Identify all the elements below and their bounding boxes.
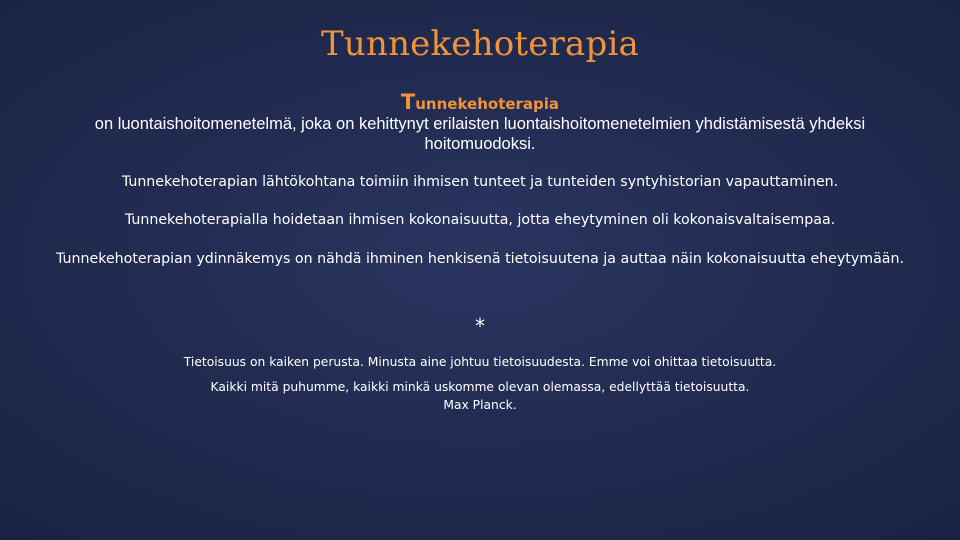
- quote-line-1: Tietoisuus on kaiken perusta. Minusta aine johtuu tietoisuudesta. Emme voi ohittaa tietoisuutta.: [183, 355, 777, 369]
- section-heading: [0, 90, 960, 114]
- heading-first-letter: T: [400, 90, 416, 114]
- slide-title: Tunnekehoterapia: [321, 24, 639, 64]
- paragraph-core-view: Tunnekehoterapian ydinnäkemys on nähdä ihminen henkisenä tietoisuutena ja auttaa näin kokonaisuutta eheytymään.: [56, 251, 904, 267]
- quote-line-2: Kaikki mitä puhumme, kaikki minkä uskomme olevan olemassa, edellyttää tietoisuutta.: [210, 380, 750, 394]
- separator-asterisk: *: [475, 314, 485, 338]
- quote-author: Max Planck.: [443, 398, 517, 412]
- paragraph-starting-point: Tunnekehoterapian lähtökohtana toimiin ihmisen tunteet ja tunteiden syntyhistorian vapauttaminen.: [121, 174, 839, 190]
- intro-text: on luontaishoitomenetelmä, joka on kehittynyt erilaisten luontaishoitomenetelmien yhdistämisestä yhdeksi hoitomuodoksi.: [94, 115, 866, 153]
- paragraph-wholeness: Tunnekehoterapialla hoidetaan ihmisen kokonaisuutta, jotta eheytyminen oli kokonaisvaltaisempaa.: [124, 212, 836, 228]
- heading-rest: unnekehoterapia: [415, 95, 560, 113]
